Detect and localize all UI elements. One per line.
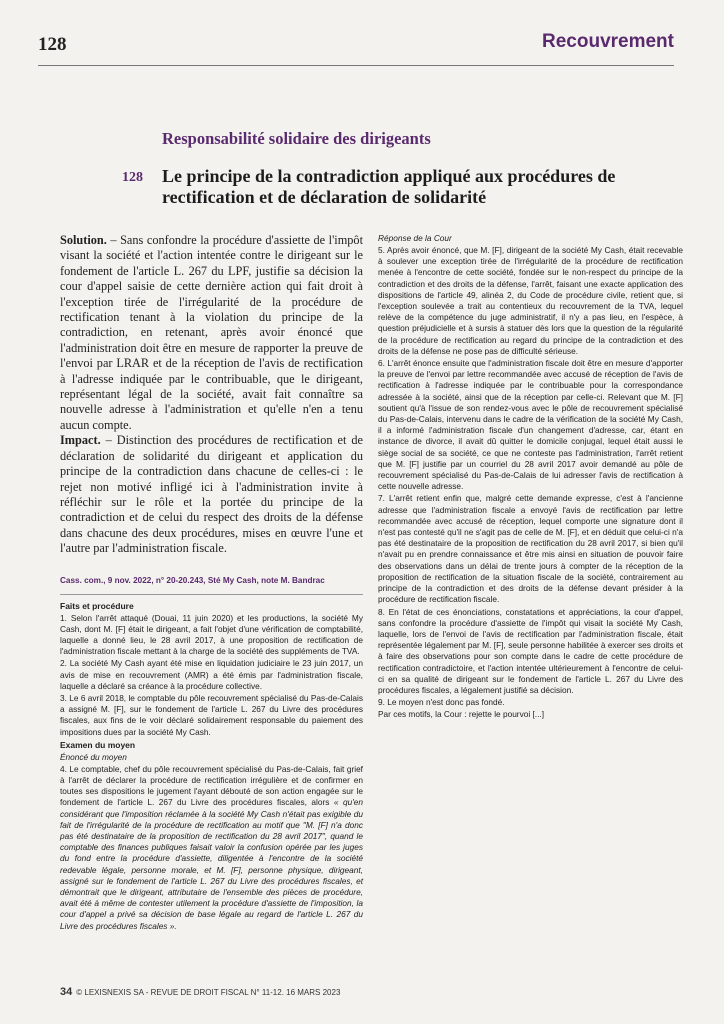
- citation-divider: [60, 594, 363, 595]
- paragraph-7: 7. L'arrêt retient enfin que, malgré cette demande expresse, c'est à l'ancienne adresse que l'administration fiscale a envoyé l'avis de rectification par lettre recommandée avec accusé de réception, lequel comporte une signature dont il n'est pas contesté qu'il ne s'agit pas de celle de M. [F], et en déduit que celui-ci n'a pas été destinataire de la proposition de rectification du 28 avril 2017, si bien qu'il n'avait pu en prendre connaissance et être mis ainsi en situation de pouvoir faire des observations dans un délai de trente jours à compter de la réception de la proposition de rectification de la situation fiscale de la société, contrairement au principe de la contradiction et des droits de la défense devant présider à la procédure de rectification fiscale.: [378, 493, 683, 605]
- paragraph-4-intro: 4. Le comptable, chef du pôle recouvrement spécialisé du Pas-de-Calais, fait grief à l'arrêt de déclarer la procédure de rectification irrégulière et de confirmer en toutes ses dispositions le jugement l'ayant débouté de son action engagée sur le fondement de l'article L. 267 du Livre des procédures fiscales, alors: [60, 763, 363, 808]
- article-title: Le principe de la contradiction appliqué aux procédures de rectification et de déclaration de solidarité: [162, 166, 616, 207]
- header-divider: [38, 65, 674, 66]
- paragraph-2: 2. La société My Cash ayant été mise en liquidation judiciaire le 23 juin 2017, un avis de mise en recouvrement (AMR) a été émis par l'administration fiscale, laquelle a déclaré sa créance à la procédure collective.: [60, 658, 363, 691]
- left-column: [60, 233, 363, 932]
- impact-text: – Distinction des procédures de rectification et de déclaration de solidarité du dirigeant et application du principe de la contradiction dans chacune de celles-ci : le rejet non motivé infligé ici à l'administration invite à réfléchir sur le rôle et la portée du principe de la contradiction et de celui du respect des droits de la défense dans chacune des deux procédures, mises en œuvre l'une et l'autre par l'administration fiscale.: [60, 433, 363, 556]
- section-title: Recouvrement: [542, 31, 674, 52]
- solution-label: Solution.: [60, 233, 107, 247]
- right-column: [378, 233, 683, 721]
- paragraph-8: 8. En l'état de ces énonciations, constatations et appréciations, la cour d'appel, sans confondre la procédure d'assiette de l'impôt qui visait la société My Cash, laquelle, lors de l'envoi de l'avis de rectification par l'administration fiscale, était représentée légalement par M. [F], seule personne habilitée à exercer ses droits et à faire des observations pour son compte dans le cadre de cette procédure de rectification contradictoire, et l'action intentée ultérieurement à l'encontre de celui-ci en sa qualité de dirigeant sur le fondement de l'article L. 267 du Livre des procédures fiscales, a légalement justifié sa décision.: [378, 606, 683, 695]
- footer-page-number: 34: [60, 986, 73, 998]
- footer-text: © LEXISNEXIS SA - REVUE DE DROIT FISCAL N° 11-12. 16 MARS 2023: [76, 988, 341, 997]
- paragraph-4-quote: « qu'en considérant que l'imposition réclamée à la société My Cash n'était pas exigible du fait de l'irrégularité de la procédure de rectification au motif que "M. [F] n'a donc pas été destinataire de la proposition de rectification du 28 avril 2017", quand le comptable des finances publiques faisait valoir la confusion opérée par les juges du fond entre la procédure d'assiette, diligentée à l'encontre de la société redevable légale, personne morale, et M. [F], personne physique, dirigeant, assigné sur le fondement de l'article L. 267 du Livre des procédures fiscales, et démontrait que le dirigeant, attributaire de l'ensemble des pièces de procédure, avait été à même de contester utilement la procédure d'assiette de l'imposition, la cour d'appel a privé sa décision de base légale au regard de l'article L. 267 du Livre des procédures fiscales ».: [60, 797, 363, 931]
- reponse-subheading: Réponse de la Cour: [378, 233, 452, 243]
- paragraph-9: 9. Le moyen n'est donc pas fondé.: [378, 697, 505, 708]
- paragraph-3: 3. Le 6 avril 2018, le comptable du pôle recouvrement spécialisé du Pas-de-Calais a assigné M. [F], sur le fondement de l'article L. 267 du Livre des procédures fiscales, aux fins de le voir déclaré solidairement responsable du paiement des impositions dues par la société My Cash.: [60, 692, 363, 737]
- paragraph-4: [60, 764, 363, 932]
- impact-label: Impact.: [60, 433, 101, 448]
- rubric-title: Responsabilité solidaire des dirigeants: [162, 129, 431, 148]
- paragraph-1: 1. Selon l'arrêt attaqué (Douai, 11 juin 2020) et les productions, la société My Cash, dont M. [F] était le dirigeant, a fait l'objet d'une vérification de comptabilité, laquelle a donné lieu, le 28 avril 2017, à une proposition de rectification de l'administration fiscale mettant à la charge de la société des suppléments de TVA.: [60, 612, 363, 657]
- enonce-subheading: Énoncé du moyen: [60, 751, 127, 762]
- page-number: 128: [38, 34, 67, 55]
- solution-text: – Sans confondre la procédure d'assiette de l'impôt visant la société et l'action intentée contre le dirigeant sur le fondement de l'article L. 267 du LPF, justifie sa décision la cour d'appel saisie de cette dernière action qui fait droit à l'exception tirée de l'irrégularité de la procédure de rectification tenant à la violation du principe de la contradiction, en retenant, après avoir énoncé que l'administration doit être en mesure de rapporter la preuve de l'envoi par LRAR et de la réception de l'avis de rectification à l'adresse indiquée par le contribuable, que le dirigeant, représentant légal de la société, avait fait connaître sa nouvelle adresse à l'administration et qu'elle n'en a tenu aucun compte.: [60, 233, 363, 432]
- page-footer: [60, 986, 340, 998]
- solution-paragraph: [60, 233, 363, 433]
- paragraph-6: 6. L'arrêt énonce ensuite que l'administration fiscale doit être en mesure d'apporter la preuve de l'envoi par lettre recommandée avec accusé de réception de l'avis de rectification à l'adresse indiquée par le contribuable pour la correspondance adressée à la société, ainsi que de la réception par celle-ci. Relevant que M. [F] soutient qu'à l'issue de son rendez-vous avec le pôle de recouvrement spécialisé du Pas-de-Calais, intervenu dans le cadre de la vérification de la société My Cash, il a informé l'administration fiscale d'un changement d'adresse, car, étant en instance de divorce, il avait dû quitter le domicile conjugal, lequel était aussi le siège social de sa société, ce que ne conteste pas l'administration, l'arrêt retient que M. [F] justifie par un courriel du 28 avril 2017 avoir demandé au pôle de recouvrement spécialisé du Pas-de-Calais de lui adresser l'avis de rectification à cette nouvelle adresse.: [378, 358, 683, 492]
- impact-paragraph: [60, 433, 363, 556]
- closing-line: Par ces motifs, la Cour : rejette le pourvoi [...]: [378, 709, 545, 720]
- paragraph-5: 5. Après avoir énoncé, que M. [F], dirigeant de la société My Cash, était recevable à soulever une exception tirée de l'irrégularité de la procédure de rectification menée à l'encontre de cette société, fondée sur le non-respect du principe de la contradiction et des droits de la défense, l'arrêt, faisant une exacte application des dispositions de l'article 49, alinéa 2, du Code de procédure civile, retient que, si l'exception soulevée a trait au contentieux du recouvrement de la TVA, lequel relève de la compétence du juge administratif, il n'y a pas lieu, en l'espèce, à question préjudicielle et à sursis à statuer dès lors que la question de la régularité de la procédure de rectification au regard du principe de la contradiction et des droits de la défense ne pose pas de difficulté sérieuse.: [378, 245, 683, 356]
- faits-heading: Faits et procédure: [60, 600, 134, 611]
- article-number: 128: [122, 170, 143, 185]
- case-citation: Cass. com., 9 nov. 2022, n° 20-20.243, Sté My Cash, note M. Bandrac: [60, 575, 325, 585]
- examen-heading: Examen du moyen: [60, 739, 136, 750]
